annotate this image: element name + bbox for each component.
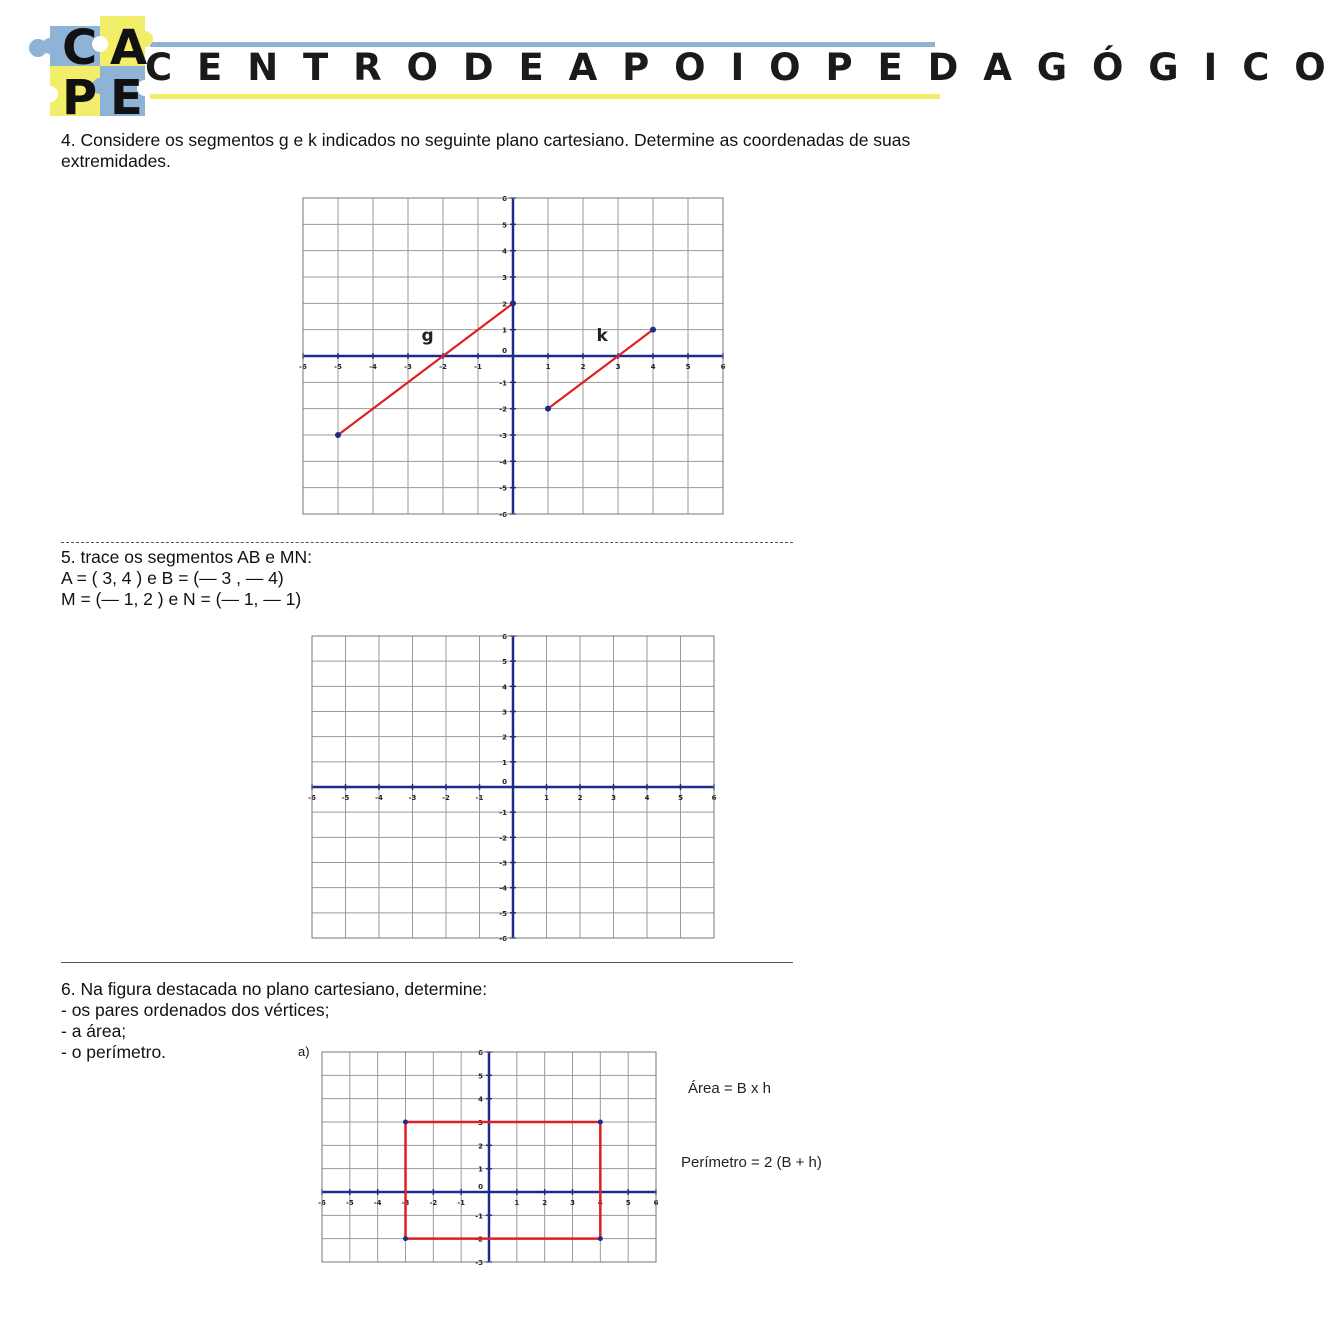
- x-tick-label: -5: [334, 363, 342, 371]
- highlighted-rectangle: [406, 1122, 601, 1239]
- y-tick-label: 4: [502, 683, 507, 692]
- y-tick-label: 5: [478, 1072, 483, 1081]
- x-tick-label: 3: [611, 794, 616, 802]
- x-tick-label: 4: [644, 794, 650, 802]
- segment-k-endpoint: [650, 327, 656, 333]
- header-rule-bottom: [150, 94, 940, 99]
- y-tick-label: 1: [502, 326, 507, 335]
- separator-q5: [61, 962, 793, 963]
- y-tick-label: 4: [478, 1095, 483, 1104]
- y-tick-label: -5: [499, 484, 507, 493]
- rectangle-vertex: [598, 1236, 603, 1241]
- segment-g-label: g: [421, 326, 434, 347]
- q4-text-line1: 4. Considere os segmentos g e k indicados no seguinte plano cartesiano. Determine as coordenadas de suas: [61, 130, 911, 150]
- q4-text-line2: extremidades.: [61, 151, 171, 171]
- header-title: C E N T R O D E A P O I O P E D A G Ó G I C O: [145, 46, 1332, 89]
- x-tick-label: -4: [373, 1199, 382, 1207]
- x-tick-label: 1: [544, 794, 549, 802]
- y-tick-label: -2: [499, 405, 507, 414]
- x-tick-label: -6: [318, 1199, 326, 1207]
- x-tick-label: -4: [369, 363, 377, 371]
- q5-line-mn: M = (— 1, 2 ) e N = (— 1, — 1): [61, 589, 302, 609]
- y-tick-label: 2: [478, 1142, 483, 1151]
- area-formula: Área = B x h: [688, 1080, 771, 1097]
- x-tick-label: 3: [615, 363, 621, 371]
- x-tick-label: 1: [545, 363, 551, 371]
- rectangle-vertex: [403, 1120, 408, 1125]
- logo-letter-c: C: [62, 20, 98, 76]
- segment-k-endpoint: [545, 406, 551, 412]
- origin-label: 0: [502, 347, 507, 355]
- q6-figure-label: a): [298, 1044, 310, 1059]
- x-tick-label: -3: [408, 794, 417, 802]
- q5-title: 5. trace os segmentos AB e MN:: [61, 547, 312, 567]
- y-tick-label: -2: [499, 834, 507, 843]
- rectangle-vertex: [403, 1236, 408, 1241]
- y-tick-label: 3: [478, 1119, 483, 1127]
- y-tick-label: -1: [499, 809, 507, 818]
- x-tick-label: 6: [653, 1199, 659, 1207]
- origin-label: 0: [502, 778, 507, 786]
- y-tick-label: 1: [502, 758, 507, 767]
- x-tick-label: -2: [439, 363, 447, 371]
- y-tick-label: -5: [499, 909, 507, 918]
- x-tick-label: 2: [580, 363, 586, 371]
- x-tick-label: 1: [514, 1199, 520, 1207]
- x-tick-label: 6: [711, 794, 717, 802]
- y-tick-label: -2: [475, 1235, 483, 1244]
- y-tick-label: 4: [502, 247, 507, 256]
- x-tick-label: -6: [308, 794, 316, 802]
- x-tick-label: -4: [375, 794, 383, 802]
- y-tick-label: -6: [499, 935, 507, 943]
- x-tick-label: 2: [577, 794, 583, 802]
- y-tick-label: 5: [502, 221, 507, 230]
- x-tick-label: -2: [442, 794, 450, 802]
- q6-item-vertices: - os pares ordenados dos vértices;: [61, 1000, 330, 1020]
- x-tick-label: 5: [678, 794, 683, 802]
- x-tick-label: 5: [685, 363, 691, 371]
- y-tick-label: 6: [478, 1049, 483, 1057]
- y-tick-label: -1: [499, 379, 507, 388]
- segment-g-endpoint: [335, 432, 341, 438]
- x-tick-label: 2: [542, 1199, 548, 1207]
- x-tick-label: -3: [401, 1199, 410, 1207]
- y-tick-label: 3: [502, 274, 507, 282]
- x-tick-label: -5: [345, 1199, 354, 1207]
- x-tick-label: 4: [597, 1199, 603, 1207]
- y-tick-label: -1: [475, 1212, 483, 1221]
- y-tick-label: -3: [499, 859, 507, 868]
- perimeter-formula: Perímetro = 2 (B + h): [681, 1154, 822, 1171]
- segment-k-label: k: [596, 326, 608, 347]
- q6-item-area: - a área;: [61, 1021, 127, 1041]
- x-tick-label: -2: [429, 1199, 438, 1207]
- origin-label: 0: [478, 1183, 483, 1191]
- x-tick-label: -1: [457, 1199, 466, 1207]
- y-tick-label: -4: [499, 884, 507, 893]
- segment-g: [338, 303, 513, 435]
- y-tick-label: -3: [499, 432, 507, 440]
- q6-item-perimeter: - o perímetro.: [61, 1042, 167, 1062]
- q5-cartesian-plane: [306, 630, 720, 944]
- q6-title: 6. Na figura destacada no plano cartesiano, determine:: [61, 979, 488, 999]
- x-tick-label: -5: [341, 794, 350, 802]
- logo-letter-p: P: [62, 70, 98, 126]
- logo-letter-e: E: [110, 70, 143, 126]
- y-tick-label: 6: [502, 195, 507, 203]
- x-tick-label: -1: [475, 794, 484, 802]
- y-tick-label: 1: [478, 1165, 483, 1174]
- y-tick-label: -3: [475, 1259, 483, 1267]
- rectangle-vertex: [598, 1120, 603, 1125]
- q4-cartesian-plane: [297, 192, 729, 520]
- x-tick-label: -3: [404, 363, 412, 371]
- y-tick-label: -4: [499, 458, 507, 467]
- y-tick-label: 2: [502, 300, 507, 309]
- x-tick-label: 4: [650, 363, 656, 371]
- y-tick-label: -6: [499, 511, 507, 519]
- x-tick-label: 3: [570, 1199, 575, 1207]
- x-tick-label: 6: [720, 363, 726, 371]
- logo-letter-a: A: [110, 20, 148, 76]
- x-tick-label: -6: [299, 363, 307, 371]
- segment-g-endpoint: [510, 300, 516, 306]
- q5-line-ab: A = ( 3, 4 ) e B = (— 3 , — 4): [61, 568, 284, 588]
- y-tick-label: 5: [502, 658, 507, 667]
- y-tick-label: 2: [502, 733, 507, 742]
- q6-cartesian-plane: [316, 1046, 662, 1268]
- x-tick-label: 5: [625, 1199, 631, 1207]
- x-tick-label: -1: [474, 363, 482, 371]
- y-tick-label: 6: [502, 633, 507, 641]
- y-tick-label: 3: [502, 708, 507, 717]
- separator-q4: [61, 542, 793, 543]
